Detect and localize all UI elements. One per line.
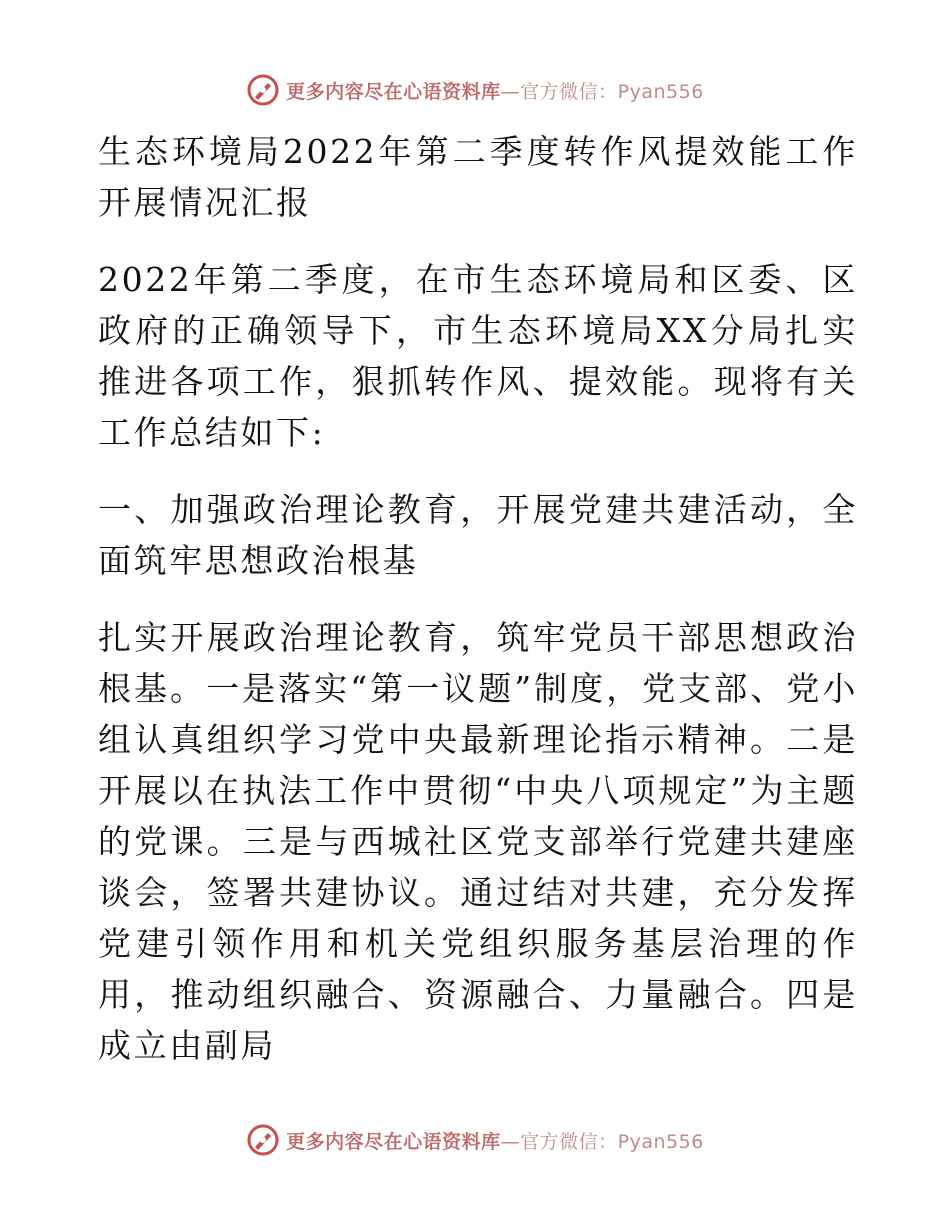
watermark-wechat: 官方微信：Pyan556 (520, 80, 704, 103)
watermark-text (286, 77, 704, 104)
document-title: 生态环境局2022年第二季度转作风提效能工作开展情况汇报 (98, 132, 858, 222)
intro-paragraph: 2022年第二季度，在市生态环境局和区委、区政府的正确领导下，市生态环境局XX分局扎实推进各项工作，狠抓转作风、提效能。现将有关工作总结如下: (98, 260, 858, 452)
watermark-separator: — (500, 80, 521, 103)
watermark-banner-top (0, 70, 950, 110)
section-heading-1: 一、加强政治理论教育，开展党建共建活动，全面筑牢思想政治根基 (98, 490, 858, 580)
document-body (98, 126, 858, 1071)
watermark-banner-bottom (0, 1120, 950, 1160)
watermark-separator: — (500, 1130, 521, 1153)
red-circle-pen-logo-icon (246, 73, 280, 107)
watermark-wechat: 官方微信：Pyan556 (520, 1130, 704, 1153)
watermark-library: 更多内容尽在心语资料库 (286, 80, 501, 103)
watermark-library: 更多内容尽在心语资料库 (286, 1130, 501, 1153)
red-circle-pen-logo-icon (246, 1123, 280, 1157)
watermark-text (286, 1127, 704, 1154)
section-body-1: 扎实开展政治理论教育，筑牢党员干部思想政治根基。一是落实“第一议题”制度，党支部、党小组认真组织学习党中央最新理论指示精神。二是开展以在执法工作中贯彻“中央八项规定”为主题的党课。三是与西城社区党支部举行党建共建座谈会，签署共建协议。通过结对共建，充分发挥党建引领作用和机关党组织服务基层治理的作用，推动组织融合、资源融合、力量融合。四是成立由副局 (98, 618, 858, 1065)
